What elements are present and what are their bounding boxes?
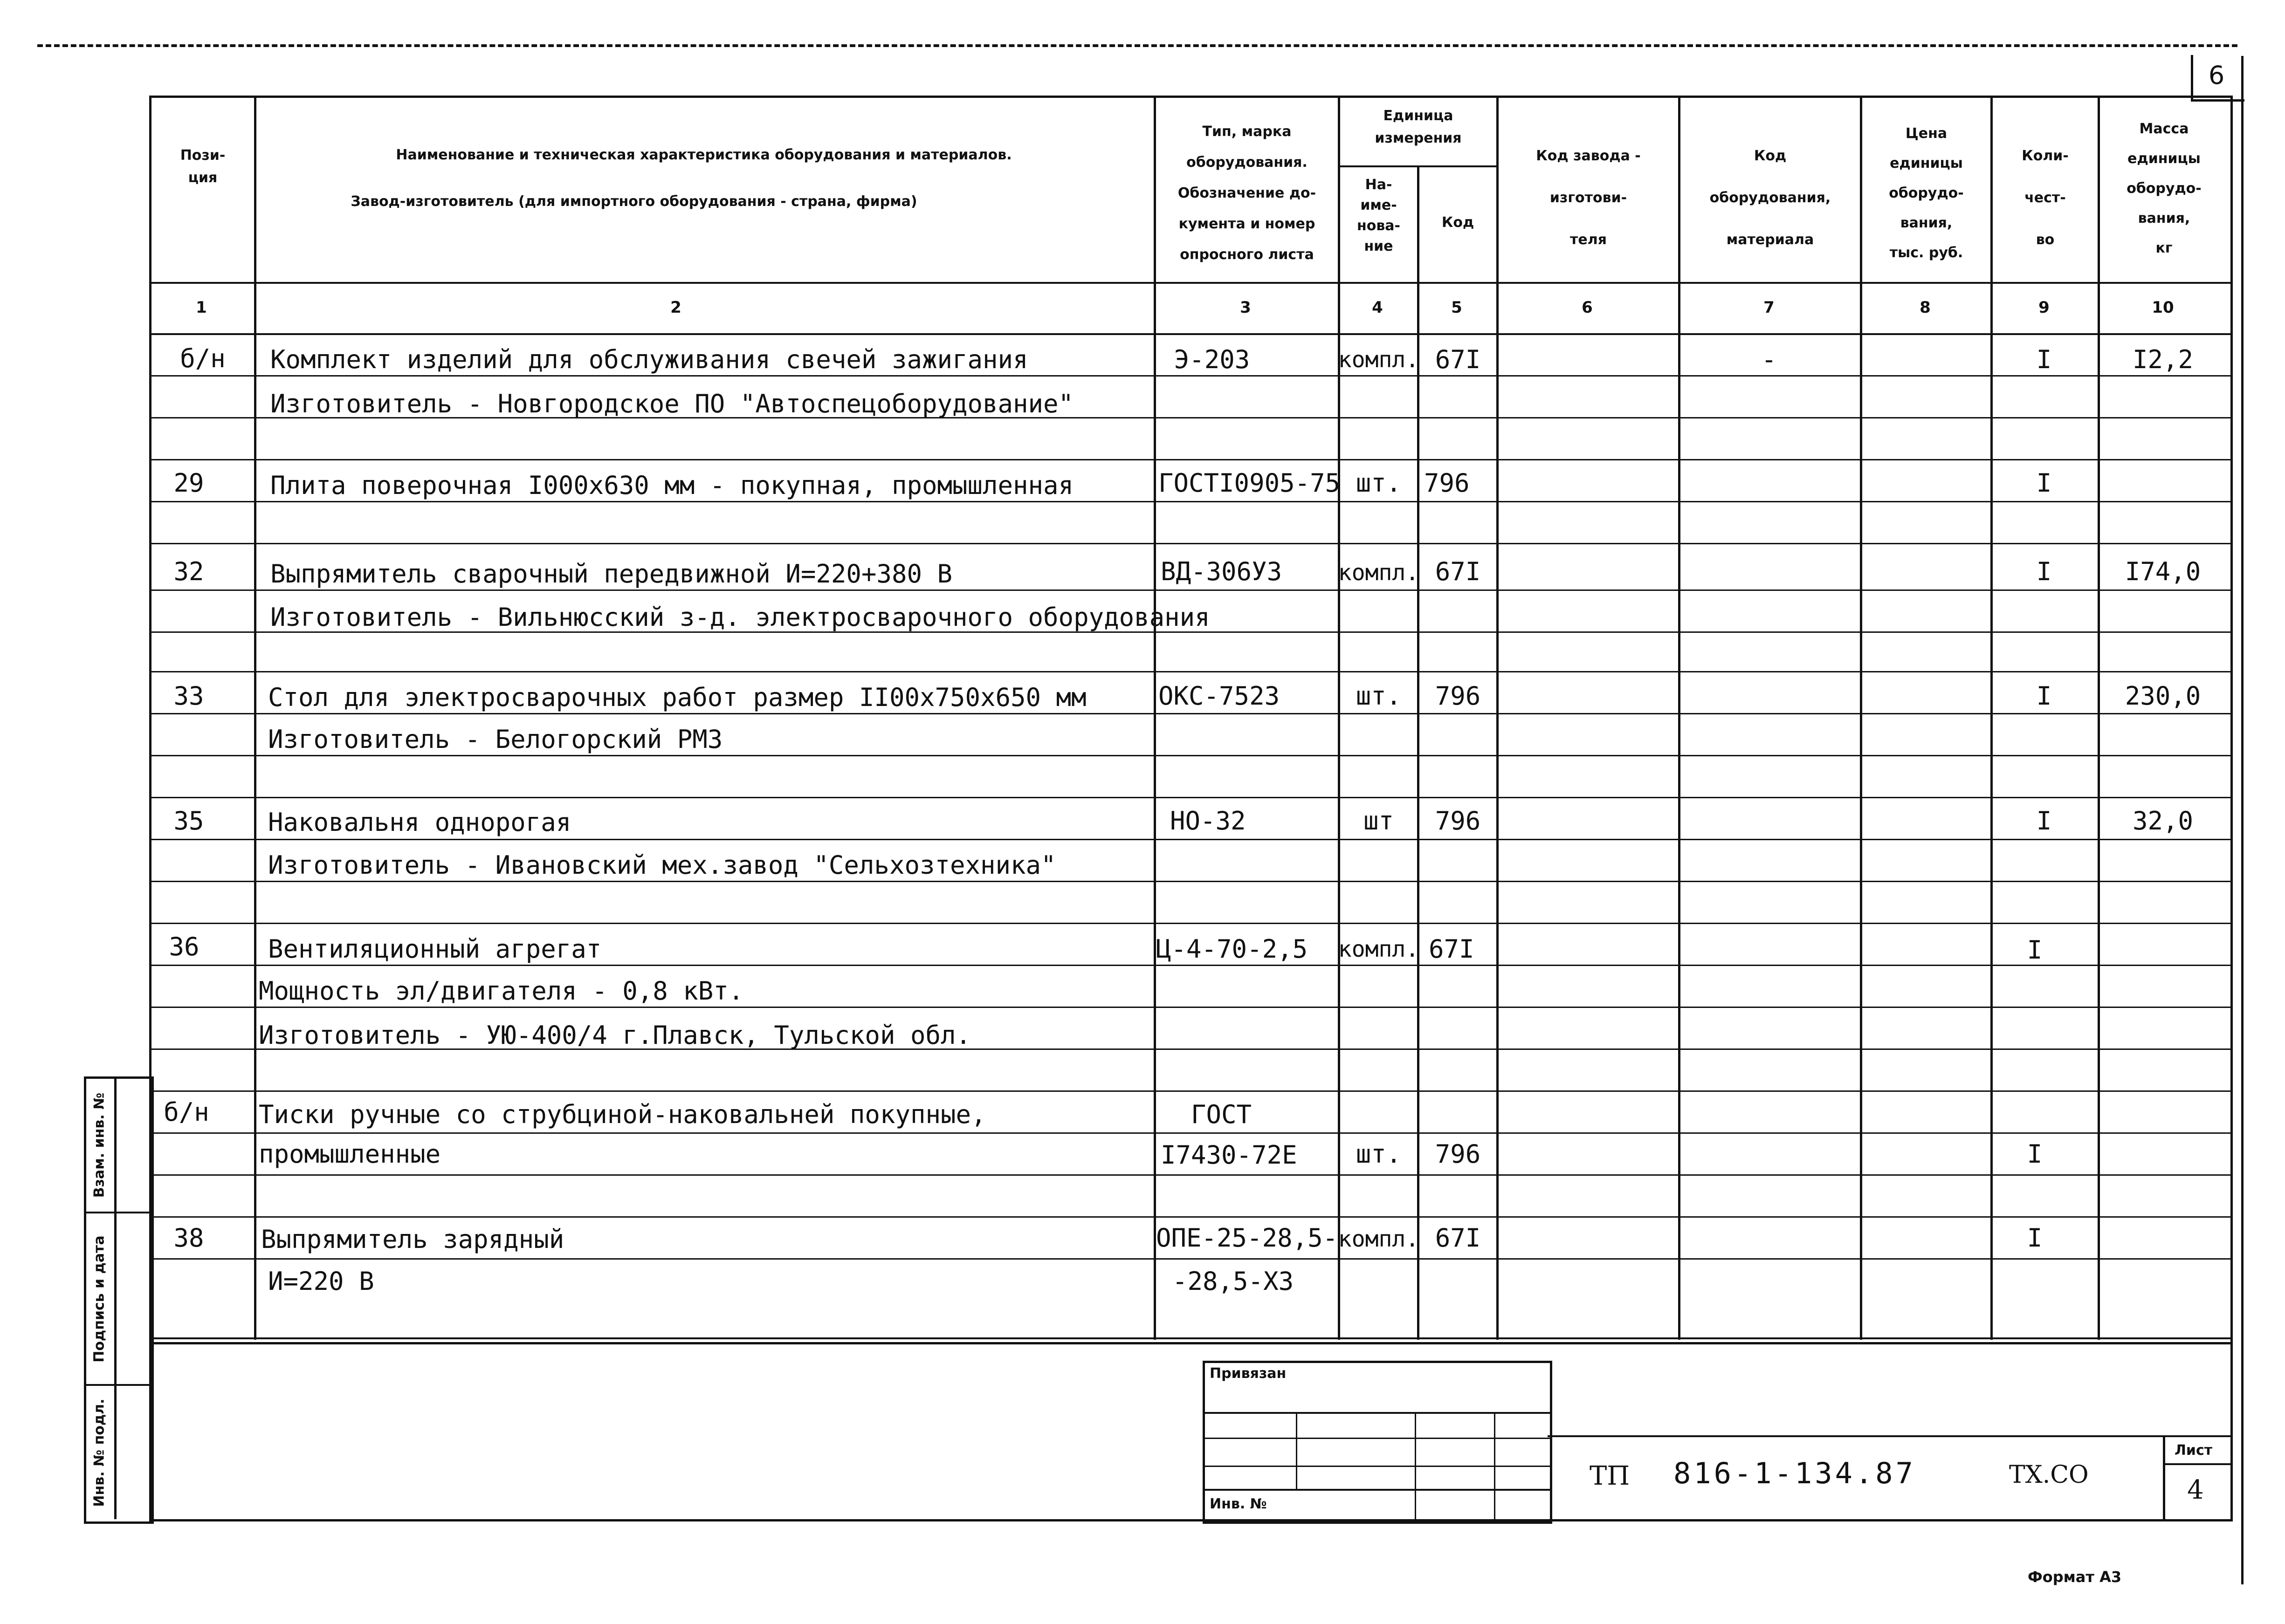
col-header-name-line1: Наименование и техническая характеристика оборудования и материалов. [396,147,1012,163]
col-header-name-line2: Завод-изготовитель (для импортного оборудования - страна, фирма) [351,193,917,210]
col-header-type: Тип, марка оборудования. Обозначение до- кумента и номер опросного листа [1177,123,1316,263]
row-unit-code: 67I [1435,557,1481,586]
row-line [149,1090,2230,1092]
privyazan-line [1203,1489,1550,1491]
col-number-7: 7 [1763,298,1775,317]
row-name: Комплект изделий для обслуживания свечей зажигания [270,345,1028,374]
row-quantity: I [2036,806,2052,836]
row-type: Ц-4-70-2,5 [1156,934,1308,964]
row-mass: 32,0 [2132,806,2194,836]
row-name: И=220 В [268,1267,374,1296]
col-header-position: Пози- ция [180,147,226,186]
row-line [149,375,2230,377]
row-unit-name: компл. [1338,936,1419,962]
row-unit-name: компл. [1338,1226,1419,1252]
row-name: Стол для электросварочных работ размер II00x750x650 мм [268,683,1087,712]
col-number-9: 9 [2038,298,2050,317]
row-name: Мощность эл/двигателя - 0,8 кВт. [259,976,744,1006]
row-type: НО-32 [1170,806,1246,836]
designation-top-line [1548,1435,2230,1437]
row-unit-name: шт. [1356,468,1402,498]
colnum-bottom-line [149,333,2230,335]
row-unit-code: 67I [1435,345,1481,374]
col-header-quantity: Коли- чест- во [2022,148,2069,248]
row-position: 29 [173,468,204,498]
sheet-number-top: 6 [2208,61,2225,90]
row-unit-code: 796 [1435,681,1481,711]
row-name: Изготовитель - Белогорский РМЗ [268,725,723,754]
row-type: Э-203 [1174,345,1250,374]
row-type: ГОСТI0905-75 [1158,468,1341,498]
row-unit-code: 796 [1424,468,1470,498]
col-number-1: 1 [196,298,207,317]
row-type: -28,5-ХЗ [1172,1267,1294,1296]
col-header-mass: Масса единицы оборудо- вания, кг [2127,121,2202,256]
sheet-value: 4 [2187,1475,2204,1505]
col-number-8: 8 [1920,298,1931,317]
row-name: Изготовитель - Новгородское ПО "Автоспецоборудование" [270,389,1074,418]
inv-number-label: Инв. № [1210,1496,1267,1512]
row-unit-code: 67I [1435,1223,1481,1253]
side-label-replacement-inv: Взам. инв. № [91,1092,108,1198]
row-name: Вентиляционный агрегат [268,934,602,964]
sheet-label: Лист [2175,1442,2213,1459]
row-type: ОПЕ-25-28,5- [1156,1223,1338,1253]
col-header-factory-code: Код завода - изготови- теля [1536,148,1641,248]
title-block [149,1337,2233,1521]
row-name: Изготовитель - Ивановский мех.завод "Сельхозтехника" [268,850,1056,880]
col-header-equipment-code: Код оборудования, материала [1709,148,1831,248]
row-quantity: I [2036,681,2052,711]
row-type: ВД-306УЗ [1161,557,1282,586]
right-border-line [2241,56,2244,1584]
row-position: 38 [173,1223,204,1253]
row-unit-code: 67I [1429,934,1474,964]
privyazan-col [1494,1412,1495,1519]
row-line [149,1132,2230,1134]
row-position: 33 [173,681,204,711]
row-line [149,797,2230,798]
row-mass: I74,0 [2125,557,2201,586]
row-name: Наковальня однорогая [268,808,571,837]
format-label: Формат А3 [2028,1568,2122,1586]
privyazan-col [1415,1412,1416,1519]
col-number-2: 2 [670,298,681,317]
row-line [149,839,2230,840]
top-border-line [37,44,2237,47]
row-name: Выпрямитель сварочный передвижной И=220+380 В [270,559,952,589]
col-number-3: 3 [1240,298,1251,317]
row-line [149,543,2230,544]
side-stamp-inner [114,1076,117,1519]
row-mass: 230,0 [2125,681,2201,711]
row-unit-name: компл. [1338,560,1419,586]
row-position: 35 [173,806,204,836]
col-header-price: Цена единицы оборудо- вания, тыс. руб. [1889,125,1964,261]
privyazan-line [1203,1412,1550,1414]
row-line [149,713,2230,714]
row-line [149,1258,2230,1260]
row-name: промышленные [259,1139,441,1169]
row-line [149,459,2230,460]
row-position: 32 [173,557,204,586]
col-number-6: 6 [1582,298,1593,317]
row-position: б/н [180,344,226,373]
row-unit-name: шт [1363,806,1394,836]
privyazan-col [1296,1412,1297,1489]
row-unit-name: шт. [1356,1139,1402,1169]
row-line [149,755,2230,756]
row-position: б/н [164,1097,209,1127]
row-name: Тиски ручные со струбциной-наковальней покупные, [259,1100,986,1129]
row-name: Плита поверочная I000x630 мм - покупная, промышленная [270,471,1074,500]
row-quantity: I [2027,1223,2043,1253]
row-unit-name: компл. [1338,347,1419,373]
header-unit-split [1338,165,1496,167]
row-name: Изготовитель - УЮ-400/4 г.Плавск, Тульской обл. [259,1021,971,1050]
row-line [149,1216,2230,1218]
document-code: ТХ.СО [2009,1461,2089,1489]
row-unit-name: шт. [1356,681,1402,711]
col-number-4: 4 [1372,298,1383,317]
row-line [149,965,2230,966]
col-number-5: 5 [1451,298,1462,317]
privyazan-line [1203,1438,1550,1439]
row-line [149,881,2230,882]
col-number-10: 10 [2152,298,2174,317]
row-unit-code: 796 [1435,1139,1481,1169]
row-line [149,1174,2230,1176]
row-position: 36 [169,932,200,961]
row-name: Изготовитель - Вильнюсский з-д. электросварочного оборудования [270,603,1210,632]
row-line [149,1007,2230,1008]
privyazan-line [1203,1466,1550,1467]
row-line [149,671,2230,672]
row-quantity: I [2036,557,2052,586]
row-line [149,923,2230,924]
row-mass: I2,2 [2132,345,2194,374]
col-header-unit: Единица измерения [1375,108,1462,146]
row-quantity: I [2027,1139,2043,1169]
row-name: Выпрямитель зарядный [261,1225,564,1254]
privyazan-label: Привязан [1210,1365,1287,1382]
row-type: ГОСТ [1191,1100,1252,1129]
row-quantity: I [2036,468,2052,498]
row-line [149,589,2230,591]
row-equipment-code: - [1761,345,1777,374]
row-unit-code: 796 [1435,806,1481,836]
col-header-unit-code: Код [1441,214,1474,231]
tp-label: ТП [1590,1461,1630,1491]
header-bottom-line [149,282,2230,284]
row-type: ОКС-7523 [1158,681,1280,711]
document-number: 816-1-134.87 [1673,1456,1916,1490]
row-quantity: I [2027,935,2043,965]
col-header-unit-name: На- име- нова- ние [1356,177,1401,254]
side-label-signature-date: Подпись и дата [91,1235,108,1363]
row-type: I7430-72Е [1161,1140,1297,1170]
sheet-box-divider [2163,1463,2230,1465]
row-line [149,501,2230,502]
side-label-original-inv: Инв. № подл. [91,1398,108,1507]
row-quantity: I [2036,345,2052,374]
